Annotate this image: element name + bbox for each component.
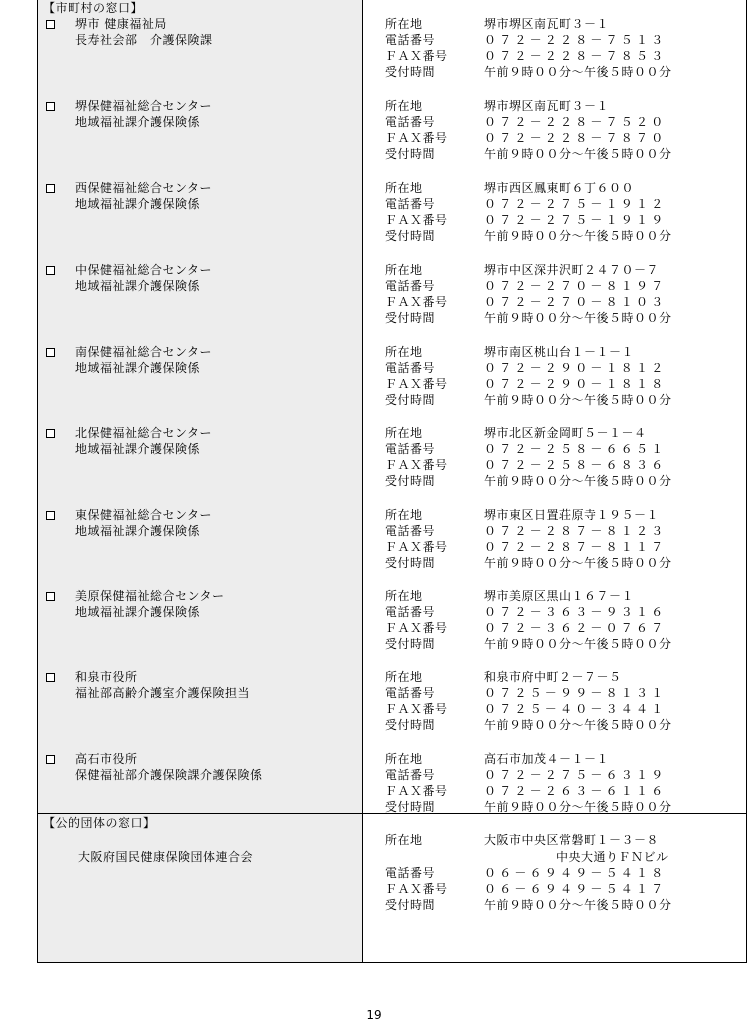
address-label: 所在地 (385, 833, 423, 847)
hours-label: 受付時間 (385, 229, 436, 243)
office-address: 堺市東区日置荘原寺１９５－１ (484, 508, 660, 522)
hours-label: 受付時間 (385, 556, 436, 570)
office-address: 堺市堺区南瓦町３－１ (484, 17, 610, 31)
phone-label: 電話番号 (385, 33, 436, 47)
checkbox[interactable] (46, 102, 55, 111)
office-address: 堺市北区新金岡町５－１－４ (484, 426, 647, 440)
office-department: 地域福祉課介護保険係 (75, 197, 201, 211)
office-name: 和泉市役所 (75, 670, 138, 684)
office-phone: ０７２－２７０－８１９７ (484, 279, 667, 293)
office-fax: ０７２－２８７－８１１７ (484, 540, 667, 554)
office-hours: 午前９時００分～午後５時００分 (484, 229, 672, 243)
office-address: 堺市美原区黒山１６７－１ (484, 589, 635, 603)
office-hours: 午前９時００分～午後５時００分 (484, 556, 672, 570)
address-label: 所在地 (385, 670, 423, 684)
office-phone: ０７２－２２８－７５２０ (484, 115, 667, 129)
office-address: 堺市堺区南瓦町３－１ (484, 99, 610, 113)
phone-label: 電話番号 (385, 866, 436, 880)
office-fax: ０７２－２５８－６８３６ (484, 458, 667, 472)
fax-label: ＦＡＸ番号 (385, 882, 448, 896)
office-department: 地域福祉課介護保険係 (75, 279, 201, 293)
office-department: 地域福祉課介護保険係 (75, 605, 201, 619)
public-org-hours: 午前９時００分～午後５時００分 (484, 898, 672, 912)
address-label: 所在地 (385, 17, 423, 31)
fax-label: ＦＡＸ番号 (385, 784, 448, 798)
address-label: 所在地 (385, 181, 423, 195)
phone-label: 電話番号 (385, 115, 436, 129)
office-name: 東保健福祉総合センター (75, 508, 213, 522)
office-hours: 午前９時００分～午後５時００分 (484, 637, 672, 651)
fax-label: ＦＡＸ番号 (385, 702, 448, 716)
checkbox[interactable] (46, 429, 55, 438)
office-department: 地域福祉課介護保険係 (75, 524, 201, 538)
hours-label: 受付時間 (385, 800, 436, 814)
checkbox[interactable] (46, 348, 55, 357)
public-section-header: 【公的団体の窓口】 (43, 816, 156, 830)
phone-label: 電話番号 (385, 524, 436, 538)
office-name: 堺市 健康福祉局 (75, 17, 167, 31)
office-name: 中保健福祉総合センター (75, 263, 213, 277)
office-phone: ０７２－２８７－８１２３ (484, 524, 667, 538)
office-name: 高石市役所 (75, 752, 138, 766)
office-address: 堺市南区桃山台１－１－１ (484, 345, 635, 359)
fax-label: ＦＡＸ番号 (385, 131, 448, 145)
hours-label: 受付時間 (385, 311, 436, 325)
address-label: 所在地 (385, 508, 423, 522)
public-org-phone: ０６－６９４９－５４１８ (484, 866, 667, 880)
hours-label: 受付時間 (385, 718, 436, 732)
office-hours: 午前９時００分～午後５時００分 (484, 718, 672, 732)
office-address: 堺市西区鳳東町６丁６００ (484, 181, 635, 195)
office-phone: ０７２－２９０－１８１２ (484, 361, 667, 375)
hours-label: 受付時間 (385, 393, 436, 407)
office-fax: ０７２－２２８－７８５３ (484, 49, 667, 63)
address-label: 所在地 (385, 99, 423, 113)
hours-label: 受付時間 (385, 474, 436, 488)
office-department: 地域福祉課介護保険係 (75, 361, 201, 375)
hours-label: 受付時間 (385, 898, 436, 912)
office-address: 高石市加茂４－１－１ (484, 752, 610, 766)
checkbox[interactable] (46, 511, 55, 520)
phone-label: 電話番号 (385, 686, 436, 700)
office-phone: ０７２－２７５－１９１２ (484, 197, 667, 211)
address-label: 所在地 (385, 345, 423, 359)
checkbox[interactable] (46, 184, 55, 193)
office-department: 地域福祉課介護保険係 (75, 115, 201, 129)
office-name: 南保健福祉総合センター (75, 345, 213, 359)
fax-label: ＦＡＸ番号 (385, 213, 448, 227)
office-fax: ０７２－２６３－６１１６ (484, 784, 667, 798)
office-phone: ０７２－３６３－９３１６ (484, 605, 667, 619)
phone-label: 電話番号 (385, 605, 436, 619)
office-department: 長寿社会部 介護保険課 (75, 33, 213, 47)
office-name: 美原保健福祉総合センター (75, 589, 225, 603)
public-org-address: 大阪市中央区常磐町１－３－８ (484, 833, 660, 847)
office-department: 地域福祉課介護保険係 (75, 442, 201, 456)
office-name: 北保健福祉総合センター (75, 426, 213, 440)
office-fax: ０７２－３６２－０７６７ (484, 621, 667, 635)
page-number: 19 (366, 1008, 382, 1022)
fax-label: ＦＡＸ番号 (385, 621, 448, 635)
office-fax: ０７２－２７５－１９１９ (484, 213, 667, 227)
fax-label: ＦＡＸ番号 (385, 295, 448, 309)
checkbox[interactable] (46, 20, 55, 29)
checkbox[interactable] (46, 673, 55, 682)
checkbox[interactable] (46, 755, 55, 764)
hours-label: 受付時間 (385, 637, 436, 651)
office-phone: ０７２－２７５－６３１９ (484, 768, 667, 782)
office-department: 保健福祉部介護保険課介護保険係 (75, 768, 263, 782)
office-name: 堺保健福祉総合センター (75, 99, 213, 113)
checkbox[interactable] (46, 592, 55, 601)
office-hours: 午前９時００分～午後５時００分 (484, 393, 672, 407)
checkbox[interactable] (46, 266, 55, 275)
hours-label: 受付時間 (385, 65, 436, 79)
phone-label: 電話番号 (385, 361, 436, 375)
office-hours: 午前９時００分～午後５時００分 (484, 311, 672, 325)
office-fax: ０７２－２２８－７８７０ (484, 131, 667, 145)
fax-label: ＦＡＸ番号 (385, 377, 448, 391)
fax-label: ＦＡＸ番号 (385, 49, 448, 63)
public-org-name: 大阪府国民健康保険団体連合会 (78, 850, 254, 864)
address-label: 所在地 (385, 752, 423, 766)
municipal-section-header: 【市町村の窓口】 (43, 1, 144, 15)
phone-label: 電話番号 (385, 768, 436, 782)
public-org-address-building: 中央大通りＦＮビル (556, 850, 669, 864)
hours-label: 受付時間 (385, 147, 436, 161)
phone-label: 電話番号 (385, 442, 436, 456)
office-name: 西保健福祉総合センター (75, 181, 213, 195)
office-address: 和泉市府中町２－７－５ (484, 670, 622, 684)
office-fax: ０７２－２７０－８１０３ (484, 295, 667, 309)
office-fax: ０７２５－４０－３４４１ (484, 702, 667, 716)
office-phone: ０７２５－９９－８１３１ (484, 686, 667, 700)
office-department: 福祉部高齢介護室介護保険担当 (75, 686, 251, 700)
fax-label: ＦＡＸ番号 (385, 540, 448, 554)
phone-label: 電話番号 (385, 197, 436, 211)
office-hours: 午前９時００分～午後５時００分 (484, 474, 672, 488)
office-hours: 午前９時００分～午後５時００分 (484, 65, 672, 79)
office-hours: 午前９時００分～午後５時００分 (484, 800, 672, 814)
phone-label: 電話番号 (385, 279, 436, 293)
address-label: 所在地 (385, 589, 423, 603)
office-phone: ０７２－２５８－６６５１ (484, 442, 667, 456)
fax-label: ＦＡＸ番号 (385, 458, 448, 472)
office-fax: ０７２－２９０－１８１８ (484, 377, 667, 391)
address-label: 所在地 (385, 426, 423, 440)
office-phone: ０７２－２２８－７５１３ (484, 33, 667, 47)
office-hours: 午前９時００分～午後５時００分 (484, 147, 672, 161)
public-org-fax: ０６－６９４９－５４１７ (484, 882, 667, 896)
office-address: 堺市中区深井沢町２４７０－７ (484, 263, 660, 277)
address-label: 所在地 (385, 263, 423, 277)
